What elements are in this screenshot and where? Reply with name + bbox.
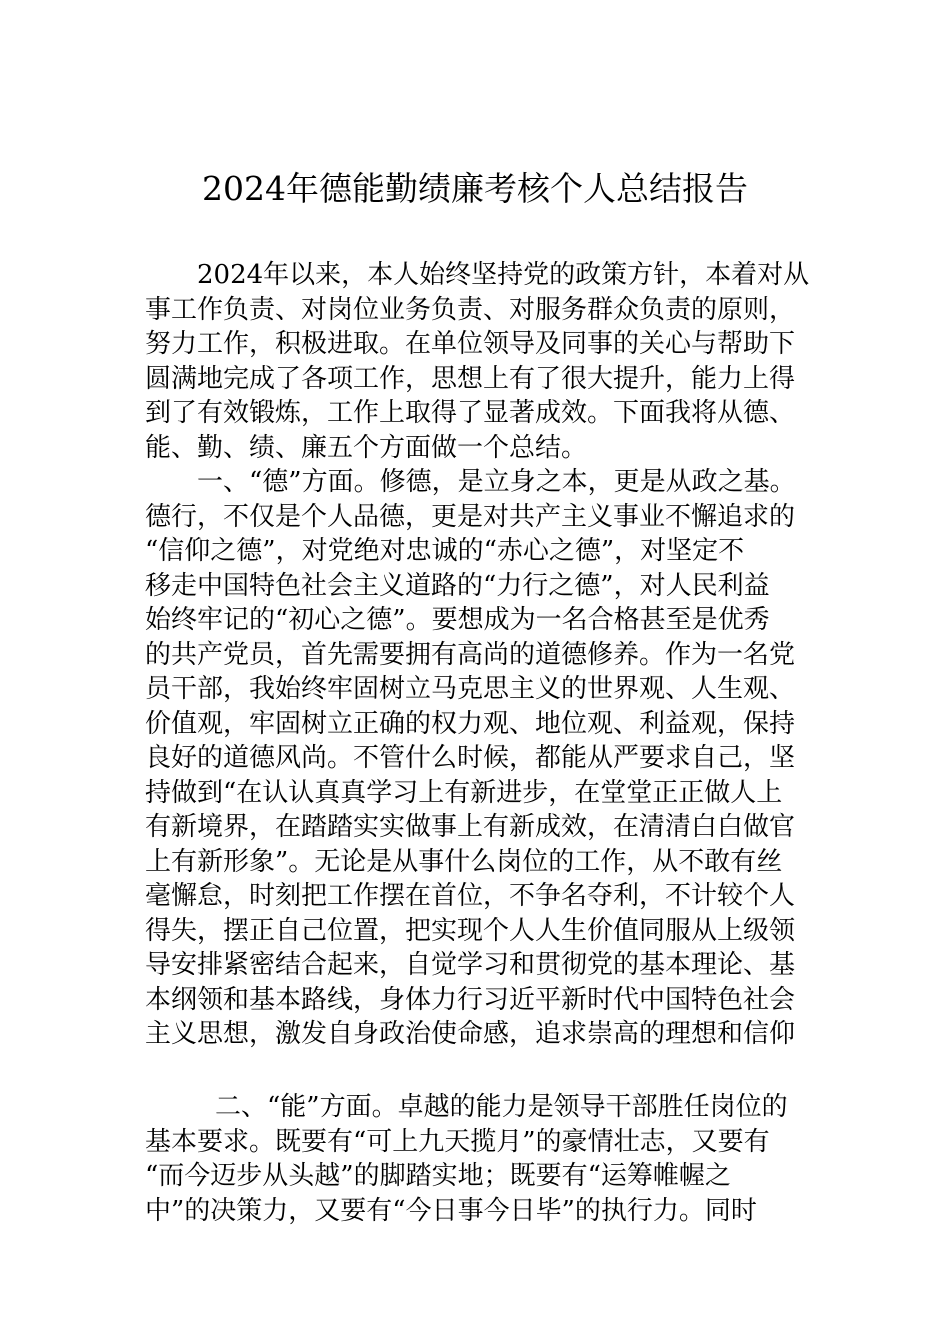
- text-line: 能、勤、绩、廉五个方面做一个总结。: [145, 432, 588, 463]
- text-line: 本纲领和基本路线，身体力行习近平新时代中国特色社会: [145, 984, 796, 1015]
- text-line: 二、“能”方面。卓越的能力是领导干部胜任岗位的: [215, 1092, 788, 1122]
- text-line: 到了有效锻炼，工作上取得了显著成效。下面我将从德、: [145, 398, 796, 428]
- text-line: 德行，不仅是个人品德，更是对共产主义事业不懈追求的: [145, 501, 796, 532]
- text-line: 移走中国特色社会主义道路的“力行之德”，对人民利益: [145, 570, 770, 601]
- text-line: 中”的决策力，又要有“今日事今日毕”的执行力。同时: [145, 1195, 757, 1226]
- text-line: 导安排紧密结合起来，自觉学习和贯彻党的基本理论、基: [145, 950, 796, 980]
- text-line: 价值观，牢固树立正确的权力观、地位观、利益观，保持: [145, 708, 796, 739]
- text-line: 有新境界，在踏踏实实做事上有新成效，在清清白白做官: [145, 812, 796, 842]
- text-line: 一、“德”方面。修德，是立身之本，更是从政之基。: [197, 467, 796, 497]
- text-line: 2024年以来，本人始终坚持党的政策方针，本着对从: [197, 260, 810, 290]
- text-line: 主义思想，激发自身政治使命感，追求崇高的理想和信仰: [145, 1019, 796, 1049]
- text-line: 事工作负责、对岗位业务负责、对服务群众负责的原则，: [145, 294, 796, 325]
- paragraph-block-1: [145, 258, 825, 1052]
- text-line: 圆满地完成了各项工作，思想上有了很大提升，能力上得: [145, 363, 796, 394]
- text-line: 持做到“在认认真真学习上有新进步，在堂堂正正做人上: [145, 777, 783, 808]
- text-line: 良好的道德风尚。不管什么时候，都能从严要求自己，坚: [145, 743, 796, 773]
- document-title: 2024年德能勤绩廉考核个人总结报告: [202, 169, 748, 208]
- text-line: 努力工作，积极进取。在单位领导及同事的关心与帮助下: [145, 329, 796, 359]
- text-line: “信仰之德”，对党绝对忠诚的“赤心之德”，对坚定不: [145, 536, 745, 566]
- text-line: 始终牢记的“初心之德”。要想成为一名合格甚至是优秀: [145, 605, 770, 635]
- text-line: 毫懈怠，时刻把工作摆在首位，不争名夺利，不计较个人: [145, 881, 796, 911]
- text-line: 得失，摆正自己位置，把实现个人人生价值同服从上级领: [145, 915, 796, 946]
- text-line: 的共产党员，首先需要拥有高尚的道德修养。作为一名党: [145, 639, 796, 670]
- text-line: 上有新形象”。无论是从事什么岗位的工作，从不敢有丝: [145, 846, 783, 877]
- text-line: 员干部，我始终牢固树立马克思主义的世界观、人生观、: [145, 674, 796, 704]
- paragraph-block-2: [145, 1090, 825, 1228]
- text-line: “而今迈步从头越”的脚踏实地；既要有“运筹帷幄之: [145, 1161, 731, 1191]
- text-line: 基本要求。既要有“可上九天揽月”的豪情壮志，又要有: [145, 1126, 770, 1157]
